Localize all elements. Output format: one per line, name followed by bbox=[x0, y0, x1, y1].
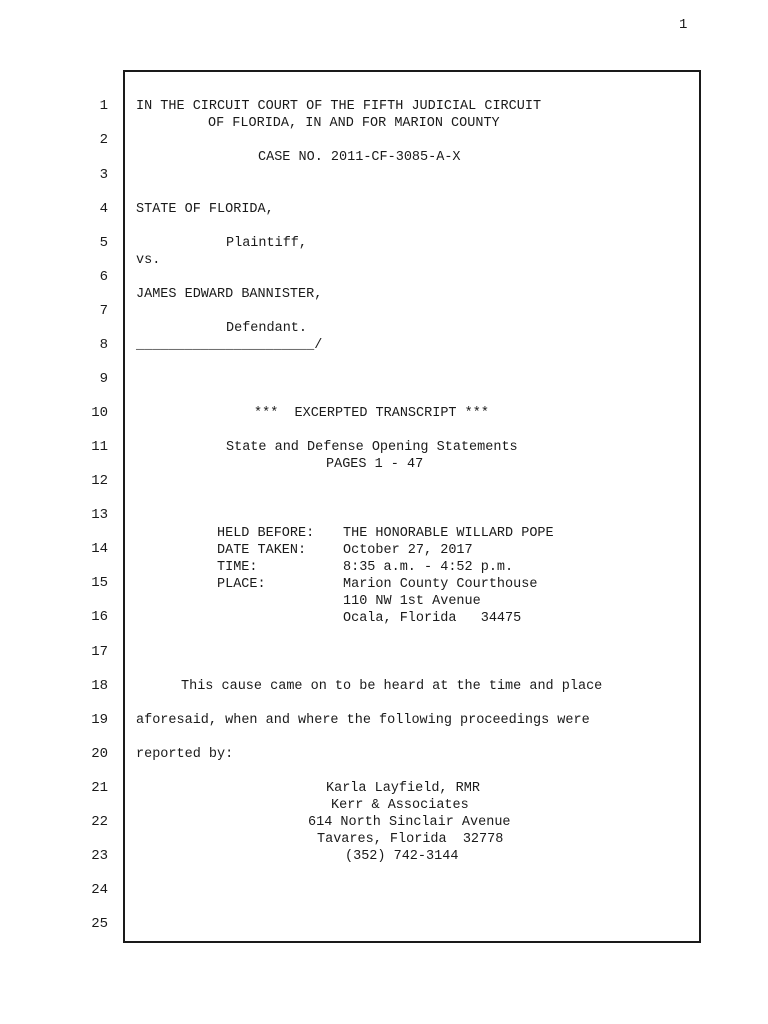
reporter-street: 614 North Sinclair Avenue bbox=[308, 815, 511, 830]
page-number: 1 bbox=[679, 17, 688, 33]
held-before-value: THE HONORABLE WILLARD POPE bbox=[343, 526, 554, 541]
line-number: 5 bbox=[99, 235, 108, 251]
statement-line3: reported by: bbox=[136, 747, 234, 762]
line-number: 16 bbox=[91, 609, 108, 625]
line-number: 1 bbox=[99, 98, 108, 114]
transcript-pages: PAGES 1 - 47 bbox=[326, 457, 424, 472]
line-number: 23 bbox=[91, 848, 108, 864]
caption-signature-line: ______________________/ bbox=[136, 338, 323, 353]
line-number: 24 bbox=[91, 882, 108, 898]
plaintiff-name: STATE OF FLORIDA, bbox=[136, 202, 274, 217]
line-number: 18 bbox=[91, 678, 108, 694]
statement-line2: aforesaid, when and where the following proceedings were bbox=[136, 713, 590, 728]
statement-line1: This cause came on to be heard at the time and place bbox=[181, 679, 603, 694]
date-label: DATE TAKEN: bbox=[217, 543, 307, 558]
line-number: 8 bbox=[99, 337, 108, 353]
place-line1: Marion County Courthouse bbox=[343, 577, 538, 592]
held-before-label: HELD BEFORE: bbox=[217, 526, 315, 541]
line-number: 7 bbox=[99, 303, 108, 319]
reporter-name: Karla Layfield, RMR bbox=[326, 781, 480, 796]
place-label: PLACE: bbox=[217, 577, 266, 592]
defendant-name: JAMES EDWARD BANNISTER, bbox=[136, 287, 323, 302]
line-number: 25 bbox=[91, 916, 108, 932]
versus-text: vs. bbox=[136, 253, 161, 268]
line-number: 20 bbox=[91, 746, 108, 762]
transcript-heading: *** EXCERPTED TRANSCRIPT *** bbox=[254, 406, 489, 421]
transcript-subtitle: State and Defense Opening Statements bbox=[226, 440, 518, 455]
case-number: CASE NO. 2011-CF-3085-A-X bbox=[258, 150, 461, 165]
reporter-firm: Kerr & Associates bbox=[331, 798, 469, 813]
line-number: 21 bbox=[91, 780, 108, 796]
reporter-phone: (352) 742-3144 bbox=[345, 849, 459, 864]
line-number: 11 bbox=[91, 439, 108, 455]
line-number: 6 bbox=[99, 269, 108, 285]
time-label: TIME: bbox=[217, 560, 258, 575]
line-number: 15 bbox=[91, 575, 108, 591]
time-value: 8:35 a.m. - 4:52 p.m. bbox=[343, 560, 514, 575]
place-line3: Ocala, Florida 34475 bbox=[343, 611, 522, 626]
line-number: 13 bbox=[91, 507, 108, 523]
line-number: 12 bbox=[91, 473, 108, 489]
line-number: 19 bbox=[91, 712, 108, 728]
line-number: 14 bbox=[91, 541, 108, 557]
line-number: 22 bbox=[91, 814, 108, 830]
line-number: 9 bbox=[99, 371, 108, 387]
line-number: 17 bbox=[91, 644, 108, 660]
plaintiff-role: Plaintiff, bbox=[226, 236, 308, 251]
line-number: 3 bbox=[99, 167, 108, 183]
court-name-line1: IN THE CIRCUIT COURT OF THE FIFTH JUDICIAL CIRCUIT bbox=[136, 99, 542, 114]
date-value: October 27, 2017 bbox=[343, 543, 473, 558]
line-number: 10 bbox=[91, 405, 108, 421]
line-number: 4 bbox=[99, 201, 108, 217]
place-line2: 110 NW 1st Avenue bbox=[343, 594, 481, 609]
reporter-city: Tavares, Florida 32778 bbox=[317, 832, 504, 847]
defendant-role: Defendant. bbox=[226, 321, 308, 336]
line-number: 2 bbox=[99, 132, 108, 148]
court-name-line2: OF FLORIDA, IN AND FOR MARION COUNTY bbox=[208, 116, 500, 131]
